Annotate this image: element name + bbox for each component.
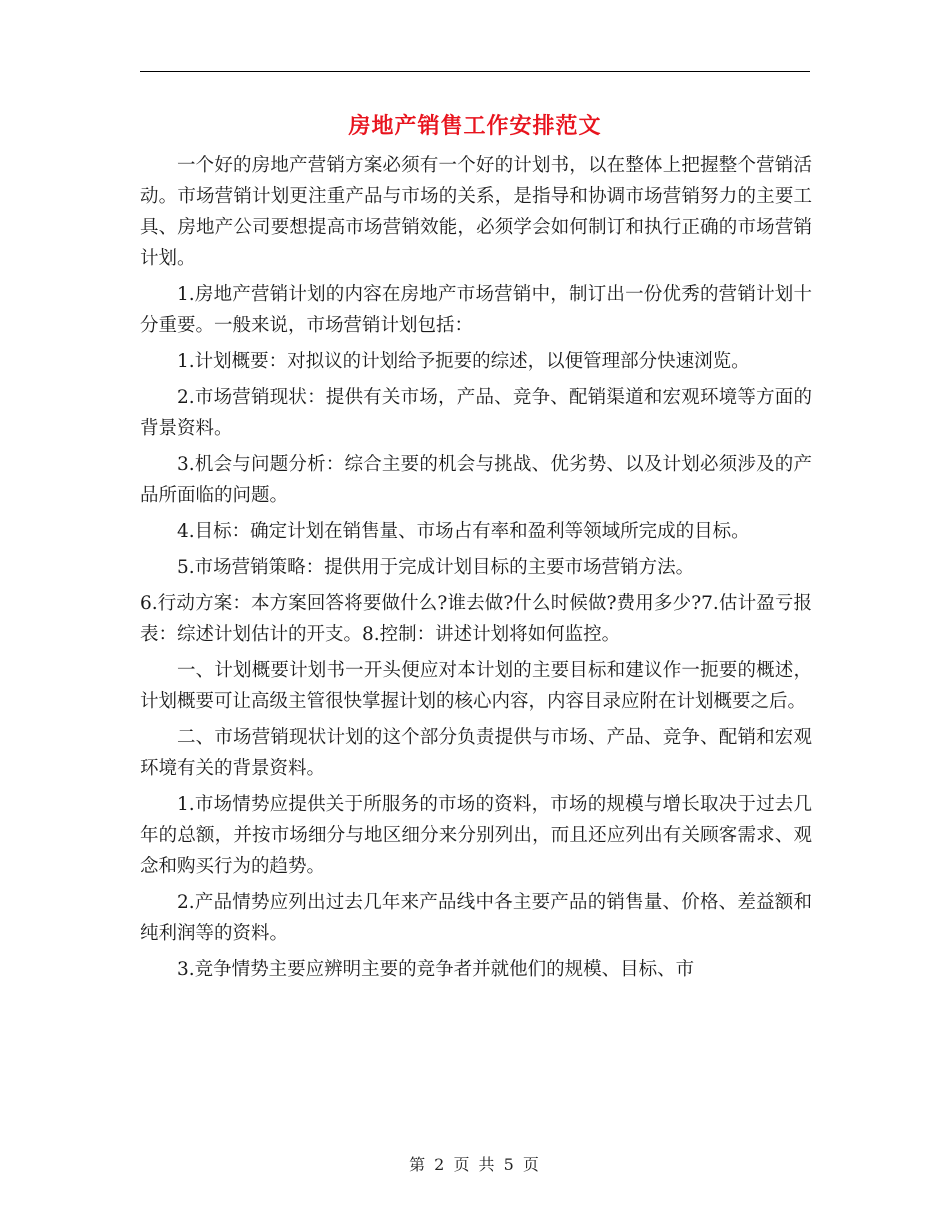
header-rule xyxy=(140,71,810,72)
paragraph-intro: 一个好的房地产营销方案必须有一个好的计划书，以在整体上把握整个营销活动。市场营销计划更注重产品与市场的关系，是指导和协调市场营销努力的主要工具、房地产公司要想提高市场营销效能，必须学会如何制订和执行正确的市场营销计划。 xyxy=(140,155,812,269)
document-body xyxy=(140,150,812,990)
page-indicator: 第 2 页 共 5 页 xyxy=(409,1155,541,1174)
paragraph-plan-content: 1.房地产营销计划的内容在房地产市场营销中，制订出一份优秀的营销计划十分重要。一般来说，市场营销计划包括： xyxy=(140,284,812,336)
document-title: 房地产销售工作安排范文 xyxy=(348,113,602,139)
paragraph-competition-situation: 3.竞争情势主要应辨明主要的竞争者并就他们的规模、目标、市 xyxy=(177,959,695,980)
paragraph-item-4: 4.目标：确定计划在销售量、市场占有率和盈利等领域所完成的目标。 xyxy=(177,521,750,542)
paragraph-market-situation: 1.市场情势应提供关于所服务的市场的资料，市场的规模与增长取决于过去几年的总额，并按市场细分与地区细分来分别列出，而且还应列出有关顾客需求、观念和购买行为的趋势。 xyxy=(140,794,812,877)
paragraph-section-1: 一、计划概要计划书一开头便应对本计划的主要目标和建议作一扼要的概述，计划概要可让高级主管很快掌握计划的核心内容，内容目录应附在计划概要之后。 xyxy=(140,660,812,712)
paragraph-item-5: 5.市场营销策略：提供用于完成计划目标的主要市场营销方法。 xyxy=(177,557,695,578)
paragraph-item-1: 1.计划概要：对拟议的计划给予扼要的综述，以便管理部分快速浏览。 xyxy=(177,351,750,372)
paragraph-product-situation: 2.产品情势应列出过去几年来产品线中各主要产品的销售量、价格、差益额和纯利润等的资料。 xyxy=(140,892,812,944)
paragraph-section-2: 二、市场营销现状计划的这个部分负责提供与市场、产品、竞争、配销和宏观环境有关的背景资料。 xyxy=(140,727,812,779)
paragraph-item-2: 2.市场营销现状：提供有关市场，产品、竞争、配销渠道和宏观环境等方面的背景资料。 xyxy=(140,387,812,439)
paragraph-item-3: 3.机会与问题分析：综合主要的机会与挑战、优劣势、以及计划必须涉及的产品所面临的问题。 xyxy=(140,454,812,506)
paragraph-items-6-8: 6.行动方案：本方案回答将要做什么?谁去做?什么时候做?费用多少?7.估计盈亏报表：综述计划估计的开支。8.控制：讲述计划将如何监控。 xyxy=(140,593,812,645)
